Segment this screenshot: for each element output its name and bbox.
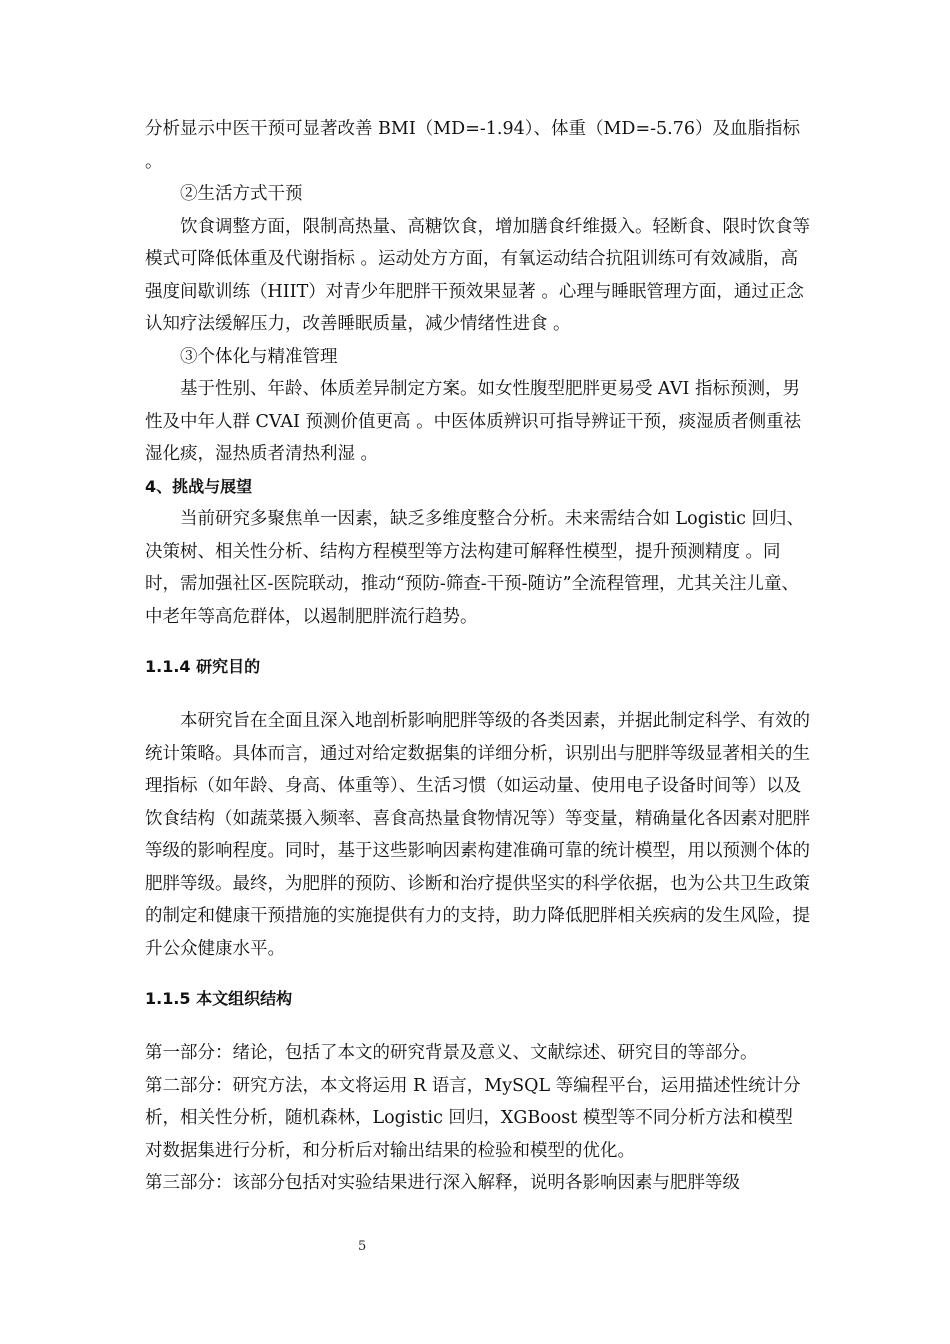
heading-paper-structure: 1.1.5 本文组织结构 (145, 989, 293, 1008)
heading-challenges-outlook: 4、挑战与展望 (145, 476, 253, 496)
paragraph-part-three: 第三部分：该部分包括对实验结果进行深入解释，说明各影响因素与肥胖等级 (145, 1173, 740, 1193)
paragraph-tcm-analysis: 分析显示中医干预可显著改善 BMI（MD=-1.94）、体重（MD=-5.76）及血脂指标 。 (145, 119, 800, 172)
heading-research-purpose: 1.1.4 研究目的 (145, 657, 261, 676)
paragraph-research-purpose: 本研究旨在全面且深入地剖析影响肥胖等级的各类因素，并据此制定科学、有效的统计策略。具体而言，通过对给定数据集的详细分析，识别出与肥胖等级显著相关的生理指标（如年龄、身高、体重等）、生活习惯（如运动量、使用电子设备时间等）以及饮食结构（如蔬菜摄入频率、喜食高热量食物情况等）等变量，精确量化各因素对肥胖等级的影响程度。同时，基于这些影响因素构建准确可靠的统计模型，用以预测个体的肥胖等级。最终，为肥胖的预防、诊断和治疗提供坚实的科学依据，也为公共卫生政策的制定和健康干预措施的实施提供有力的支持，助力降低肥胖相关疾病的发生风险，提升公众健康水平。 (145, 711, 810, 959)
page-number: 5 (358, 1239, 367, 1254)
paragraph-personalized-management: 基于性别、年龄、体质差异制定方案。如女性腹型肥胖更易受 AVI 指标预测，男性及中年人群 CVAI 预测价值更高 。中医体质辨识可指导辨证干预，痰湿质者侧重祛湿化痰，湿热质者清热利湿 。 (145, 379, 802, 464)
paragraph-lifestyle-intervention: 饮食调整方面，限制高热量、高糖饮食，增加膳食纤维摄入。轻断食、限时饮食等模式可降低体重及代谢指标 。运动处方方面，有氧运动结合抗阻训练可有效减脂，高强度间歇训练（HIIT）对青少年肥胖干预效果显著 。心理与睡眠管理方面，通过正念认知疗法缓解压力，改善睡眠质量，减少情绪性进食 。 (145, 216, 810, 334)
paragraph-part-one: 第一部分：绪论，包括了本文的研究背景及意义、文献综述、研究目的等部分。 (145, 1043, 758, 1063)
paragraph-part-two: 第二部分：研究方法，本文将运用 R 语言，MySQL 等编程平台，运用描述性统计分析，相关性分析，随机森林，Logistic 回归，XGBoost 模型等不同分析方法和模型对数据集进行分析，和分析后对输出结果的检验和模型的优化。 (145, 1075, 801, 1161)
subheading-personalized-management: ③个体化与精准管理 (180, 346, 338, 367)
page-body (145, 113, 810, 1200)
paragraph-challenges-outlook: 当前研究多聚焦单一因素，缺乏多维度整合分析。未来需结合如 Logistic 回归、决策树、相关性分析、结构方程模型等方法构建可解释性模型，提升预测精度 。同时，需加强社区-医院联动，推动“预防-筛查-干预-随访”全流程管理，尤其关注儿童、中老年等高危群体，以遏制肥胖流行趋势。 (145, 509, 804, 627)
subheading-lifestyle-intervention: ②生活方式干预 (180, 184, 303, 204)
